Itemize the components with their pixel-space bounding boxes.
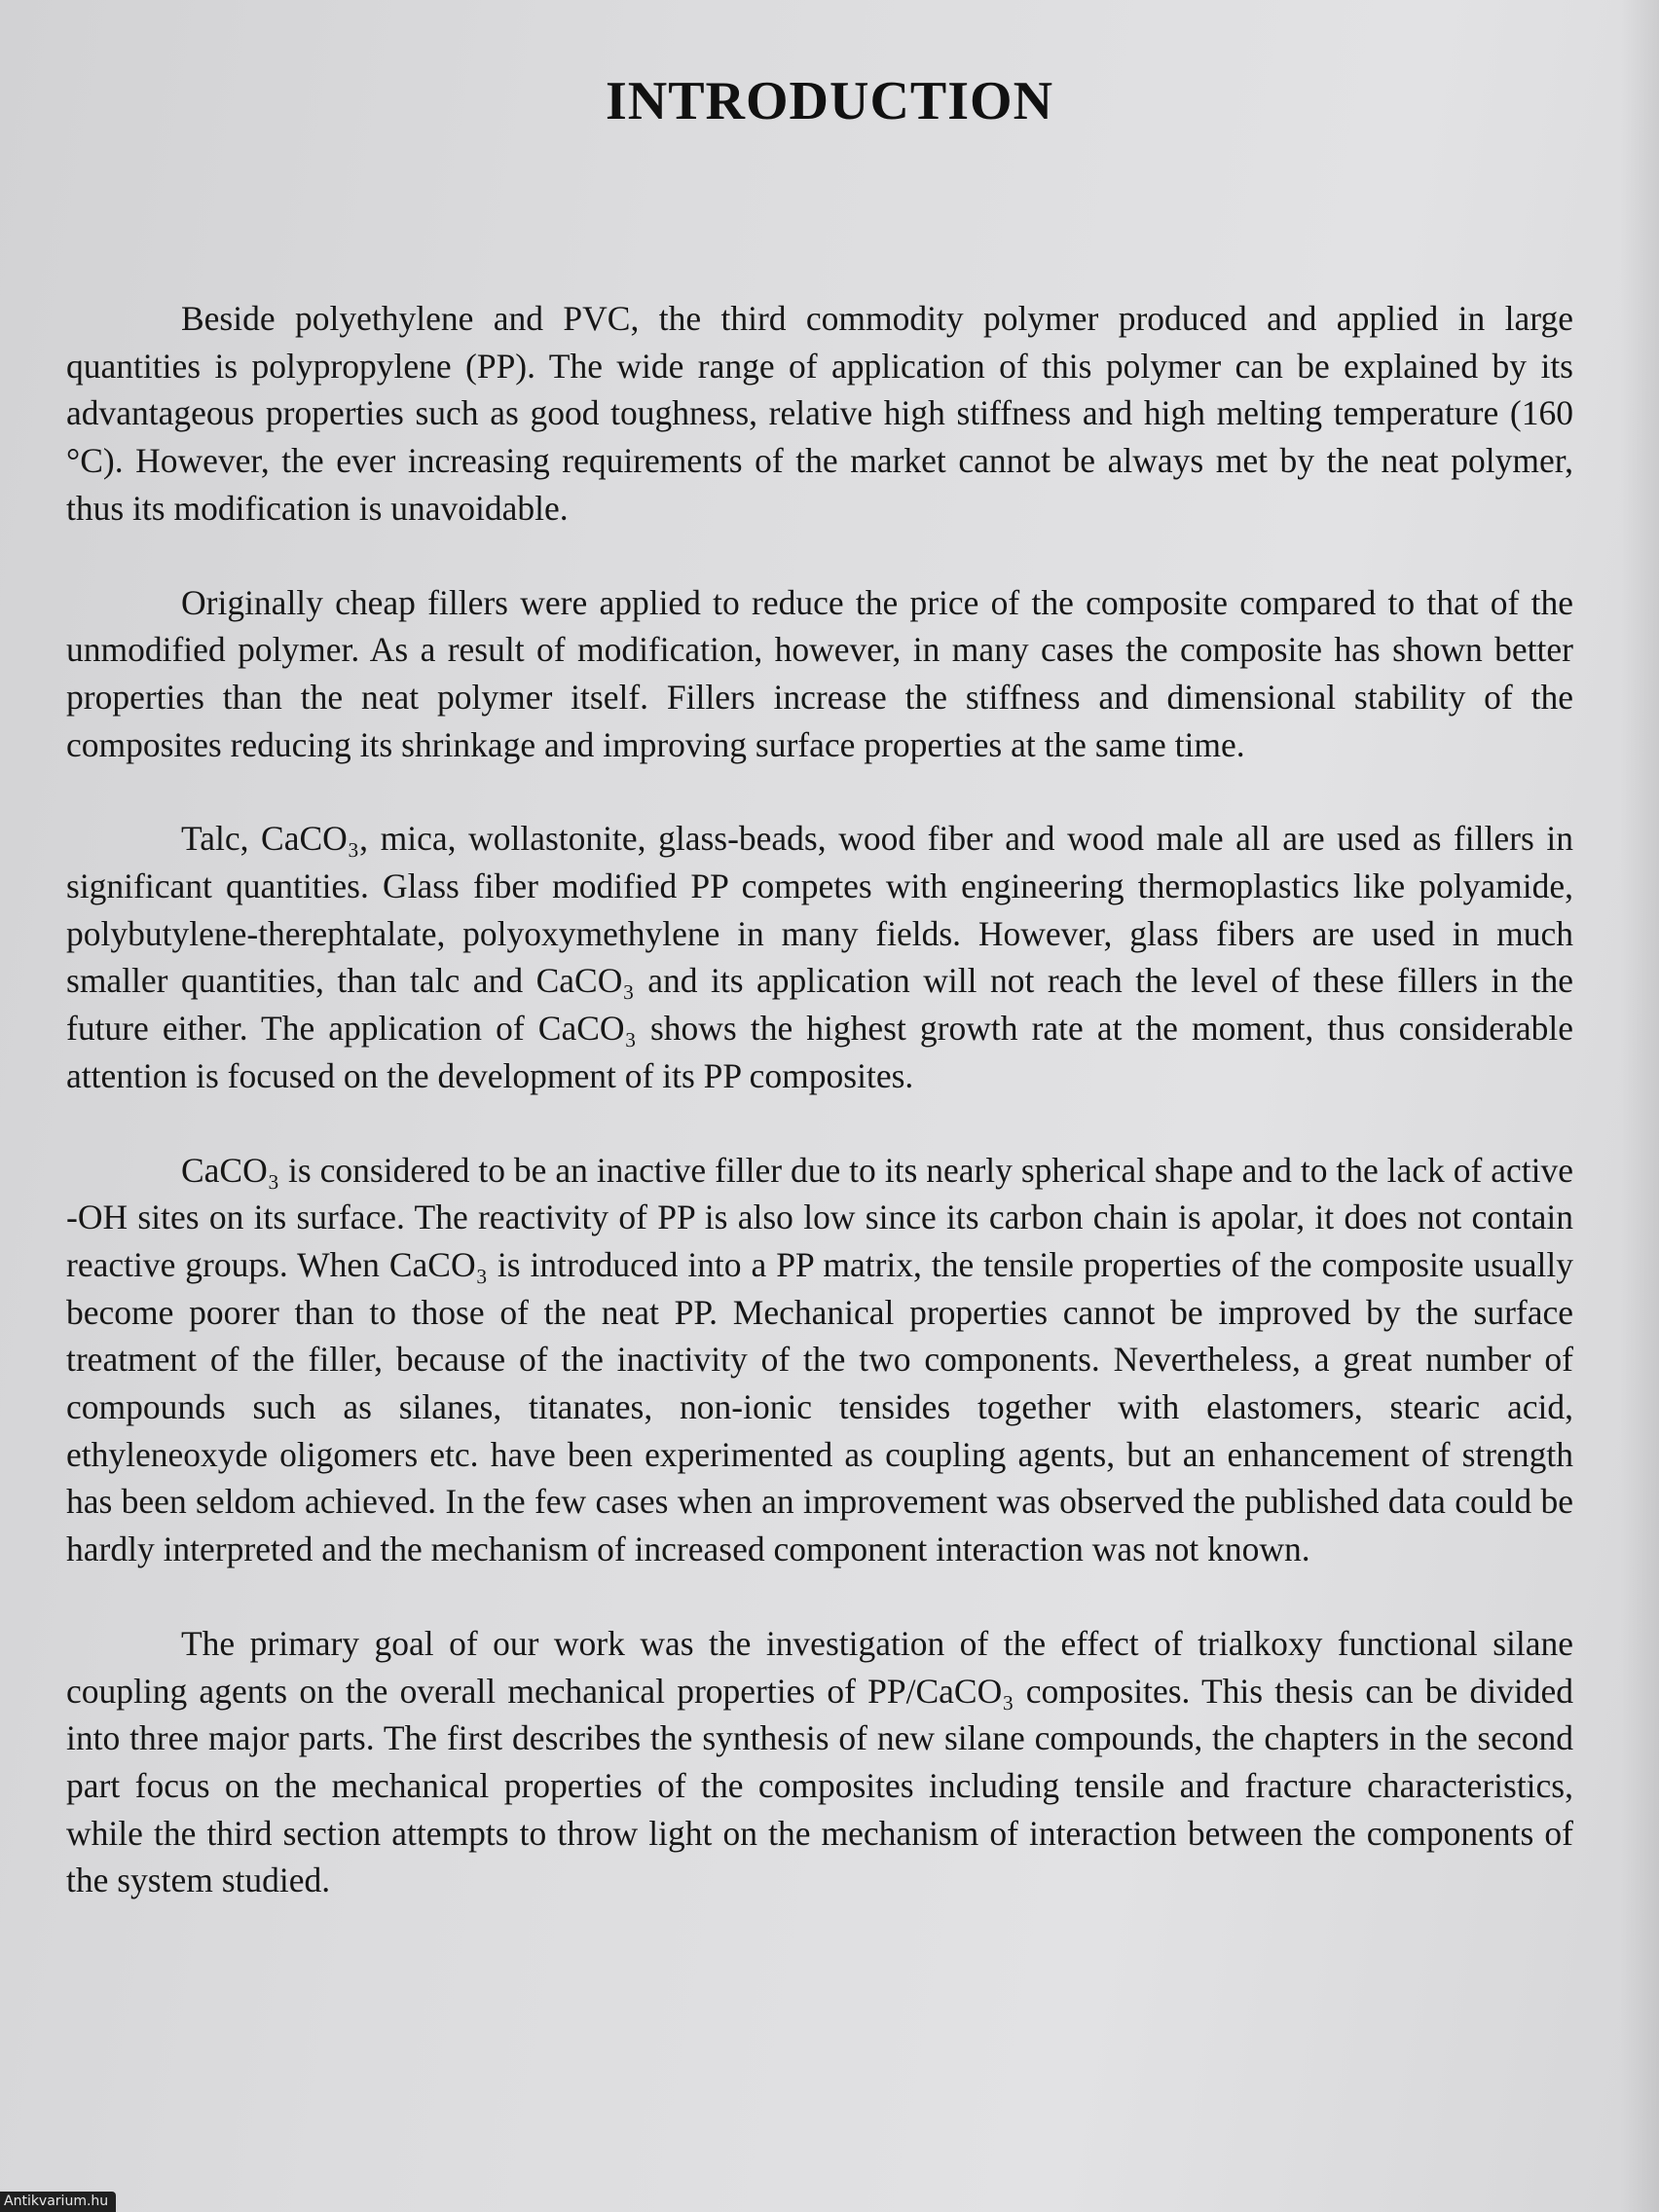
page-edge-shadow bbox=[1620, 0, 1659, 2212]
paragraph-1: Beside polyethylene and PVC, the third commodity polymer produced and applied in large quantities is polypropylene (PP). The wide range of application of this polymer can be explained by its advantageous properties such as good toughness, relative high stiffness and high melting temperature (160 °C). However, the ever increasing requirements of the market cannot be always met by the neat polymer, thus its modification is unavoidable. bbox=[66, 299, 1573, 528]
paragraph-3: Talc, CaCO₃, mica, wollastonite, glass-beads, wood fiber and wood male all are used as fillers in significant quantities. Glass fiber modified PP competes with engineering thermoplastics like polyamide, polybutylene-therephtalate, polyoxymethylene in many fields. However, glass fibers are used in much smaller quantities, than talc and CaCO₃ and its application will not reach the level of these fillers in the future either. The application of CaCO₃ shows the highest growth rate at the moment, thus considerable attention is focused on the development of its PP composites. bbox=[66, 819, 1573, 1095]
body-text bbox=[66, 295, 1573, 1951]
paragraph-4: CaCO₃ is considered to be an inactive filler due to its nearly spherical shape and to the lack of active -OH sites on its surface. The reactivity of PP is also low since its carbon chain is apolar, it does not contain reactive groups. When CaCO₃ is introduced into a PP matrix, the tensile properties of the composite usually become poorer than to those of the neat PP. Mechanical properties cannot be improved by the surface treatment of the filler, because of the inactivity of the two components. Nevertheless, a great number of compounds such as silanes, titanates, non-ionic tensides together with elastomers, stearic acid, ethyleneoxyde oligomers etc. have been experimented as coupling agents, but an enhancement of strength has been seldom achieved. In the few cases when an improvement was observed the published data could be hardly interpreted and the mechanism of increased component interaction was not known. bbox=[66, 1150, 1573, 1569]
paragraph-5: The primary goal of our work was the investigation of the effect of trialkoxy functional silane coupling agents on the overall mechanical properties of PP/CaCO₃ composites. This thesis can be divided into three major parts. The first describes the synthesis of new silane compounds, the chapters in the second part focus on the mechanical properties of the composites including tensile and fracture characteristics, while the third section attempts to throw light on the mechanism of interaction between the components of the system studied. bbox=[66, 1623, 1573, 1900]
paragraph-2: Originally cheap fillers were applied to reduce the price of the composite compared to that of the unmodified polymer. As a result of modification, however, in many cases the composite has shown better properties than the neat polymer itself. Fillers increase the stiffness and dimensional stability of the composites reducing its shrinkage and improving surface properties at the same time. bbox=[66, 582, 1573, 764]
page-title: INTRODUCTION bbox=[605, 71, 1054, 131]
watermark: Antikvarium.hu bbox=[0, 2192, 116, 2212]
